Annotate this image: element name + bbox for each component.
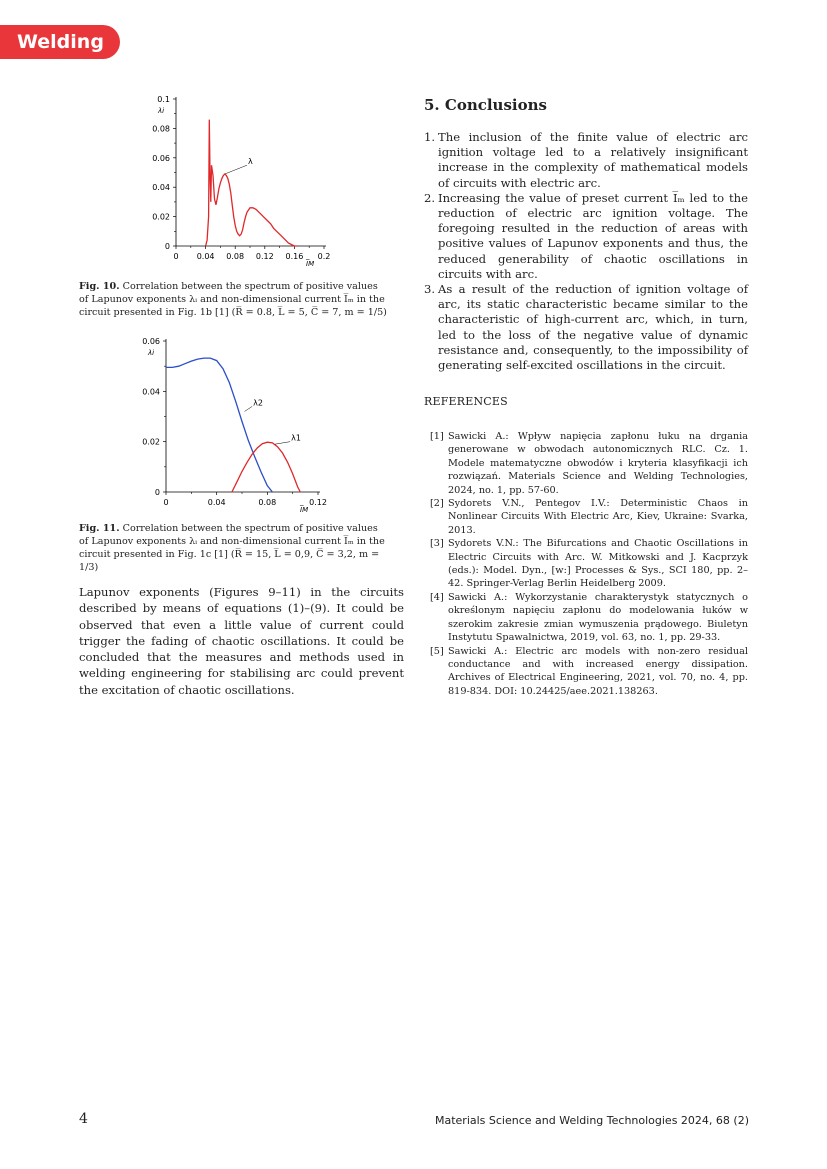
conclusion-text: The inclusion of the finite value of electric arc ignition voltage led to a relatively insignificant increase in the complexity of mathematical models of circuits with electric arc. xyxy=(438,130,748,190)
annotation-label: λ2 xyxy=(253,398,263,408)
annotation-leader xyxy=(225,165,247,174)
x-tick-label: 0.08 xyxy=(258,498,277,507)
conclusion-item xyxy=(424,282,748,373)
x-tick-label: 0.04 xyxy=(207,498,226,507)
reference-text: Sawicki A.: Electric arc models with non-zero residual conductance and with increased energy dissipation. Archives of Electrical Engineering, 2021, vol. 70, no. 4, pp. 819-834. DOI: 10.24425/aee.2021.138263. xyxy=(448,645,748,697)
y-tick-label: 0.02 xyxy=(142,437,160,447)
journal-footer: Materials Science and Welding Technologies 2024, 68 (2) xyxy=(434,1114,749,1127)
references-heading: REFERENCES xyxy=(424,395,508,408)
y-tick-label: 0.02 xyxy=(152,212,170,222)
page-number: 4 xyxy=(79,1111,88,1127)
figure-10-caption-text: Correlation between the spectrum of positive values of Lapunov exponents λᵢ and non-dimensional current I̅ₘ in the circuit presented in Fig. 1b [1] (R̅ = 0.8, L̅ = 5, C̅ = 7, m = 1/5) xyxy=(79,281,387,318)
x-tick-label: 0.08 xyxy=(226,252,245,261)
y-tick-label: 0.04 xyxy=(142,387,160,397)
body-paragraph: Lapunov exponents (Figures 9–11) in the circuits described by means of equations (1)–(9). It could be observed that even a little value of current could trigger the fading of chaotic oscillations. It could be concluded that the measures and methods used in welding engineering for stabilising arc could prevent the excitation of chaotic oscillations. xyxy=(79,585,404,697)
x-tick-label: 0 xyxy=(173,252,179,261)
conclusion-item xyxy=(424,130,748,191)
reference-text: Sawicki A.: Wykorzystanie charakterystyk statycznych o określonym napięciu zapłonu do modelowania łuków w szerokim zakresie zmian wymuszenia prądowego. Biuletyn Instytutu Spawalnictwa, 2019, vol. 63, no. 1, pp. 29-33. xyxy=(448,591,748,644)
x-axis-label: I̅M xyxy=(306,260,315,268)
conclusion-text: As a result of the reduction of ignition voltage of arc, its static characteristic became similar to the characteristic of high-current arc, which, in turn, led to the loss of the negative value of dynamic resistance and, consequently, to the impossibility of generating self-excited oscillations in the circuit. xyxy=(438,282,748,373)
annotation-label: λ xyxy=(248,157,253,167)
series-line xyxy=(206,120,298,246)
reference-text: Sawicki A.: Wpływ napięcia zapłonu łuku na drgania generowane w obwodach autonomicznych RLC. Cz. 1. Modele matematyczne obwodów i kryteria klasyfikacji ich rozwiązań. Materials Science and Welding Technologies, 2024, no. 1, pp. 57-60. xyxy=(448,431,748,496)
annotation-leader xyxy=(275,442,290,445)
figure-11-caption-label: Fig. 11. xyxy=(79,523,120,534)
x-tick-label: 0.12 xyxy=(309,498,327,507)
reference-number: [4] xyxy=(430,591,444,603)
y-tick-label: 0 xyxy=(154,488,160,497)
figure-10-caption-label: Fig. 10. xyxy=(79,281,120,292)
x-axis-label: I̅M xyxy=(300,506,309,514)
x-tick-label: 0.16 xyxy=(285,252,304,261)
reference-number: [2] xyxy=(430,498,444,510)
reference-item xyxy=(430,497,748,537)
conclusions-list xyxy=(424,130,748,373)
y-axis-label: λi xyxy=(158,107,165,115)
figure-10-chart xyxy=(140,90,340,275)
reference-number: [5] xyxy=(430,645,444,657)
reference-text: Sydorets V.N., Pentegov I.V.: Deterministic Chaos in Nonlinear Circuits With Electric Arc, Kiev, Ukraine: Svarka, 2013. xyxy=(448,498,748,536)
reference-item xyxy=(430,537,748,591)
reference-number: [1] xyxy=(430,431,444,442)
reference-item xyxy=(430,645,748,699)
conclusion-text: Increasing the value of preset current I̅ₘ led to the reduction of electric arc ignition voltage. The foregoing resulted in the reduction of areas with positive values of Lapunov exponents and thus, the reduced generability of chaotic oscillations in circuits with arc. xyxy=(438,190,748,281)
y-tick-label: 0.04 xyxy=(152,183,170,193)
y-axis-label: λi xyxy=(148,349,155,357)
conclusion-number: 3. xyxy=(424,282,436,297)
reference-item xyxy=(430,430,748,497)
reference-text: Sydorets V.N.: The Bifurcations and Chaotic Oscillations in Electric Circuits with Arc. W. Mitkowski and J. Kacprzyk (eds.): Model. Dyn., [w:] Processes & Sys., SCI 180, pp. 2–42. Springer-Verlag Berlin Heidelberg 2009. xyxy=(448,538,748,590)
figure-11-chart xyxy=(130,333,340,518)
reference-item xyxy=(430,591,748,645)
conclusion-number: 1. xyxy=(424,130,436,144)
references-list xyxy=(430,430,748,698)
x-tick-label: 0.04 xyxy=(196,252,215,261)
y-tick-label: 0.06 xyxy=(152,153,170,163)
annotation-label: λ1 xyxy=(291,433,301,443)
reference-number: [3] xyxy=(430,538,444,550)
x-tick-label: 0 xyxy=(163,498,169,507)
figure-10-caption xyxy=(79,280,389,319)
conclusions-heading: 5. Conclusions xyxy=(424,96,547,114)
x-tick-label: 0.2 xyxy=(317,252,331,261)
x-tick-label: 0.12 xyxy=(255,252,274,261)
y-tick-label: 0.08 xyxy=(152,124,170,134)
conclusion-item xyxy=(424,191,748,282)
figure-11-caption xyxy=(79,522,389,574)
figure-11-caption-text: Correlation between the spectrum of positive values of Lapunov exponents λᵢ and non-dimensional current I̅ₘ in the circuit presented in Fig. 1c [1] (R̅ = 15, L̅ = 0,9, C̅ = 3,2, m = 1/3) xyxy=(79,523,385,573)
series-line xyxy=(166,358,272,492)
y-tick-label: 0 xyxy=(164,242,170,251)
annotation-leader xyxy=(245,406,253,411)
conclusion-number: 2. xyxy=(424,190,436,205)
section-tag: Welding xyxy=(0,25,120,59)
y-tick-label: 0.1 xyxy=(157,95,170,104)
y-tick-label: 0.06 xyxy=(142,337,160,346)
